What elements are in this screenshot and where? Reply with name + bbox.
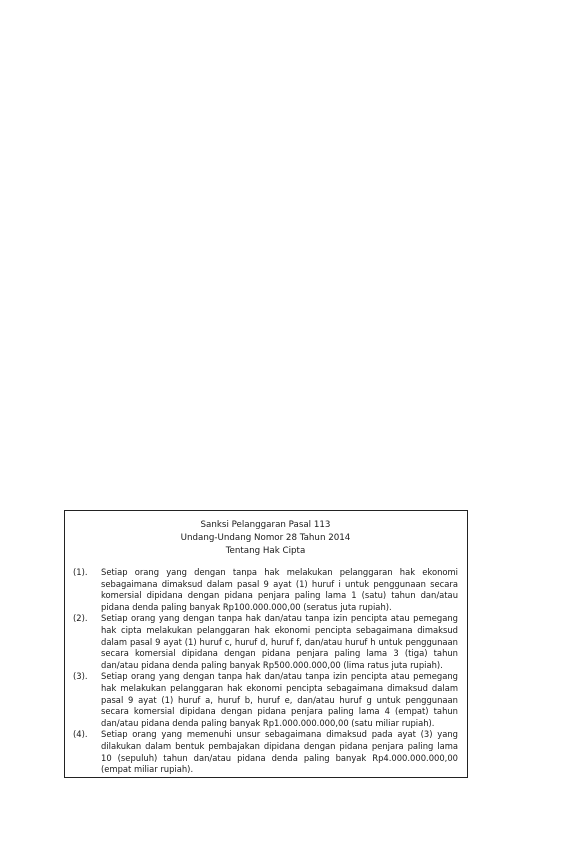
clause-text: Setiap orang yang dengan tanpa hak dan/atau tanpa izin pencipta atau pemegang hak melakukan pelanggaran hak ekonomi pencipta sebagaimana dimaksud dalam pasal 9 ayat (1) huruf a, huruf b, huruf e, dan/atau huruf g untuk penggunaan secara komersial dipidana dengan pidana penjara paling lama 4 (empat) tahun dan/atau pidana denda paling banyak Rp1.000.000.000,00 (satu miliar rupiah). [101, 671, 458, 728]
clause-2 [73, 613, 458, 671]
notice-title: Sanksi Pelanggaran Pasal 113 [200, 520, 331, 530]
clause-number: (2). [73, 613, 88, 624]
clause-number: (3). [73, 671, 88, 682]
clause-text: Setiap orang yang dengan tanpa hak dan/atau tanpa izin pencipta atau pemegang hak cipta melakukan pelanggaran hak ekonomi pencipta sebagaimana dimaksud dalam pasal 9 ayat (1) huruf c, huruf d, huruf f, dan/atau huruf h untuk penggunaan secara komersial dipidana dengan pidana penjara paling lama 3 (tiga) tahun dan/atau pidana denda paling banyak Rp500.000.000,00 (lima ratus juta rupiah). [101, 613, 458, 670]
notice-law-reference: Undang-Undang Nomor 28 Tahun 2014 [180, 533, 351, 543]
clause-number: (1). [73, 567, 88, 577]
clause-1 [73, 567, 458, 613]
copyright-sanction-notice [64, 510, 468, 778]
clause-text: Setiap orang yang dengan tanpa hak melakukan pelanggaran hak ekonomi sebagaimana dimaksud dalam pasal 9 ayat (1) huruf i untuk penggunaan secara komersial dipidana dengan pidana penjara paling lama 1 (satu) tahun dan/atau pidana denda paling banyak Rp100.000.000,00 (seratus juta rupiah). [101, 567, 458, 612]
clause-number: (4). [73, 729, 88, 740]
notice-header [73, 519, 458, 558]
clause-text: Setiap orang yang memenuhi unsur sebagaimana dimaksud pada ayat (3) yang dilakukan dalam bentuk pembajakan dipidana dengan pidana penjara paling lama 10 (sepuluh) tahun dan/atau pidana denda paling banyak Rp4.000.000.000,00 (empat miliar rupiah). [101, 729, 458, 775]
clause-list [73, 567, 458, 776]
clause-4 [73, 729, 458, 775]
clause-3 [73, 671, 458, 729]
notice-subject: Tentang Hak Cipta [225, 546, 306, 556]
